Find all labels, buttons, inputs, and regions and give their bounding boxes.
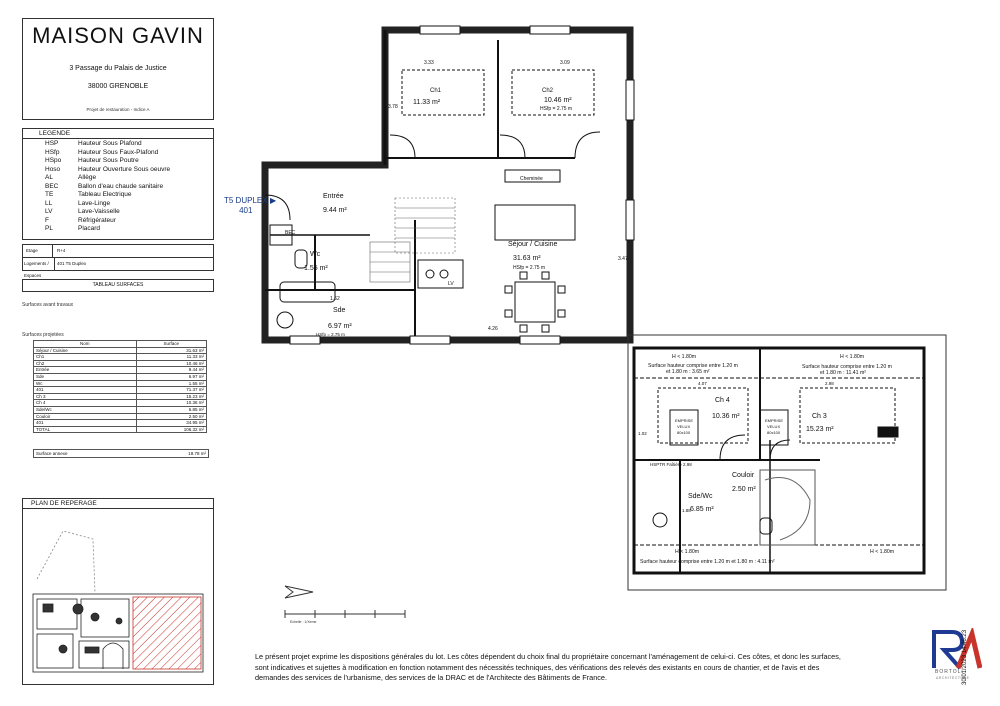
legend-item: Hoso Hauteur Ouverture Sous oeuvre	[45, 165, 171, 173]
entry-arrow-icon: ▶	[270, 196, 277, 205]
scale-label: Echelle : 1/Xeme	[290, 620, 317, 624]
surface-name: Sde/Wc	[34, 406, 137, 413]
surface-value: 71.37 m²	[136, 387, 206, 394]
height-note: H < 1.80m	[840, 354, 865, 360]
legend-item: BEC Ballon d'eau chaude sanitaire	[45, 182, 164, 190]
table-row	[34, 367, 207, 374]
room-sde-name: Sde	[333, 307, 346, 314]
surfaces-projected-label: Surfaces projetées	[22, 332, 64, 338]
project-title: MAISON GAVIN	[32, 23, 204, 48]
lower-floor-plan	[230, 20, 650, 365]
title-block	[22, 18, 214, 120]
logo-subtitle: ARCHITECTURE	[936, 676, 970, 680]
velux-label: VELUX	[767, 424, 781, 429]
legend-item: HSpo Hauteur Sous Poutre	[45, 157, 139, 164]
room-sdewc-name: Sde/Wc	[688, 493, 713, 500]
dim-label: 3.09	[560, 60, 570, 66]
table-row	[34, 387, 207, 394]
legend-item: F Réfrigérateur	[45, 216, 116, 224]
room-entree-area: 9.44 m²	[323, 207, 347, 214]
surface-name: Ch1	[34, 354, 137, 361]
surface-name: Ch 4	[34, 400, 137, 407]
faitiere-label: HSPTR Faîtière 2.98	[650, 462, 692, 467]
dim-label: 2.98	[825, 381, 834, 386]
table-row	[34, 420, 207, 427]
velux-label: EMPRISE	[765, 418, 784, 423]
address-line2: 38000 GRENOBLE	[87, 83, 149, 90]
lv-label: LV	[448, 281, 454, 287]
surface-value: 15.23 m²	[136, 393, 206, 400]
room-sejour-area: 31.63 m²	[513, 255, 541, 262]
surface-value: 31.63 m²	[136, 347, 206, 354]
surfaces-table-heading: TABLEAU SURFACES	[22, 279, 214, 292]
table-row	[34, 400, 207, 407]
legend-item: TE Tableau Electrique	[45, 191, 132, 198]
height-note: H < 1.80m	[870, 549, 895, 555]
surface-name: Ch2	[34, 360, 137, 367]
height-note: H < 1.80m	[675, 549, 700, 555]
address-line1: 3 Passage du Palais de Justice	[69, 65, 167, 72]
legend-item: AL Allège	[45, 174, 97, 181]
room-sdewc-area: 6.85 m²	[690, 506, 714, 513]
surface-value: 106.32 m²	[136, 426, 206, 433]
surface-name: Couloir	[34, 413, 137, 420]
table-row	[34, 413, 207, 420]
surface-name: Sde	[34, 373, 137, 380]
room-ch2-height: HSfp = 2.75 m	[540, 106, 573, 112]
cheminee-label: Cheminée	[520, 176, 543, 182]
surfaces-column-header: Nom	[34, 341, 137, 348]
room-sde-area: 6.97 m²	[328, 323, 352, 330]
dim-label: 3.78	[388, 104, 398, 110]
room-ch2-name: Ch2	[542, 88, 554, 94]
room-ch3-area: 15.23 m²	[806, 426, 834, 433]
project-phase: Projet de restauration - Indice A	[86, 107, 150, 112]
zone-note: Surface hauteur comprise entre 1.20 m	[802, 364, 892, 370]
logo-name: BORTOLI	[935, 669, 964, 675]
velux-label: 80x100	[767, 430, 781, 435]
surface-value: 6.97 m²	[136, 373, 206, 380]
surface-value: 9.44 m²	[136, 367, 206, 374]
room-couloir-name: Couloir	[732, 472, 755, 479]
bec-label: BEC	[285, 230, 296, 236]
zone-note: Surface hauteur comprise entre 1.20 m et 1.80 m : 4.11 m²	[640, 559, 775, 565]
room-wc-name: Wc	[310, 251, 321, 258]
legend-item: LL Lave-Linge	[45, 199, 111, 207]
room-ch1-area: 11.33 m²	[413, 99, 441, 106]
etage-row: Etage R+4	[22, 244, 214, 258]
print-date: 30/01/2023 14:46:23	[962, 629, 968, 685]
legend-item: HSP Hauteur Sous Plafond	[45, 140, 142, 147]
surfaces-table	[33, 340, 207, 433]
surfaces-before-label: Surfaces avant travaux	[22, 302, 74, 308]
site-plan-heading: PLAN DE REPERAGE	[23, 499, 213, 509]
dim-label: 4.07	[698, 381, 707, 386]
logements-row: Logements / Espaces 401 T5 Duplex	[22, 257, 214, 271]
surface-name: Entrée	[34, 367, 137, 374]
room-entree-name: Entrée	[323, 193, 344, 200]
surface-name: TOTAL	[34, 426, 137, 433]
disclaimer-note: Le présent projet exprime les dispositions générales du lot. Les côtes dépendent du choix final du propriétaire concernant l'aménagement de celui-ci. Ces côtes, et donc les surfaces, sont indicatives et sujettes à modification en fonction notamment des nécessités techniques, des vérifications des relevés des existants en cours de chantier, et de l'avis et des demandes des services de l'urbanisme, des services de la DRAC et de l'Architecte des Bâtiments de France.	[255, 652, 841, 682]
site-plan-drawing	[23, 509, 213, 684]
dim-label: 4.26	[488, 326, 498, 332]
dim-label: 1.88	[682, 508, 691, 513]
surface-name: Ch 3	[34, 393, 137, 400]
table-row	[34, 360, 207, 367]
surface-name: 401	[34, 387, 137, 394]
velux-label: 80x100	[677, 430, 691, 435]
room-wc-area: 1.55 m²	[304, 265, 328, 272]
room-sejour-height: HSfp = 2.75 m	[513, 265, 546, 271]
room-ch4-area: 10.36 m²	[712, 413, 740, 420]
dim-label: 3.33	[424, 60, 434, 66]
upper-floor-plan	[620, 330, 955, 595]
zone-note: et 1.80 m : 3.65 m²	[666, 369, 710, 375]
table-row	[34, 354, 207, 361]
dim-label: 1.62	[330, 296, 340, 302]
velux-label: VELUX	[677, 424, 691, 429]
room-couloir-area: 2.50 m²	[732, 486, 756, 493]
velux-label: EMPRISE	[675, 418, 694, 423]
surfaces-table-header	[34, 341, 207, 348]
surface-value: 2.50 m²	[136, 413, 206, 420]
dim-label: 3.47	[618, 256, 628, 262]
surface-name: Wc	[34, 380, 137, 387]
bortoli-logo-icon	[930, 628, 982, 670]
surface-value: 11.33 m²	[136, 354, 206, 361]
zone-note: et 1.80 m : 11.41 m²	[820, 370, 867, 376]
unit-badge: T5 DUPLEX 401	[224, 196, 268, 215]
surface-annexe-row: Surface annexe 19.78 m²	[33, 449, 209, 458]
surface-name: 401	[34, 420, 137, 427]
surface-value: 6.85 m²	[136, 406, 206, 413]
legend-item: PL Placard	[45, 225, 101, 232]
surface-value: 1.55 m²	[136, 380, 206, 387]
legend-block	[22, 128, 214, 240]
surface-value: 34.95 m²	[136, 420, 206, 427]
room-sde-height: HSfp = 2.75 m	[316, 332, 345, 337]
room-ch2-area: 10.46 m²	[544, 97, 572, 104]
legend-item: LV Lave-Vaisselle	[45, 208, 120, 215]
legend-item: HSfp Hauteur Sous Faux-Plafond	[45, 148, 159, 156]
table-row	[34, 380, 207, 387]
room-sejour-name: Séjour / Cuisine	[508, 241, 558, 248]
table-row	[34, 373, 207, 380]
room-ch3-name: Ch 3	[812, 413, 827, 420]
surface-value: 10.36 m²	[136, 400, 206, 407]
site-plan-block	[22, 498, 214, 685]
surfaces-column-header: Surface	[136, 341, 206, 348]
surface-name: Séjour / Cuisine	[34, 347, 137, 354]
height-note: H < 1.80m	[672, 354, 697, 360]
table-row	[34, 347, 207, 354]
room-ch1-name: Ch1	[430, 88, 442, 94]
dim-label: 1.02	[638, 431, 647, 436]
surface-value: 10.46 m²	[136, 360, 206, 367]
legend-heading: LEGENDE	[23, 129, 213, 139]
zone-note: Surface hauteur comprise entre 1.20 m	[648, 363, 738, 369]
table-row	[34, 426, 207, 433]
room-ch4-name: Ch 4	[715, 397, 730, 404]
table-row	[34, 406, 207, 413]
table-row	[34, 393, 207, 400]
